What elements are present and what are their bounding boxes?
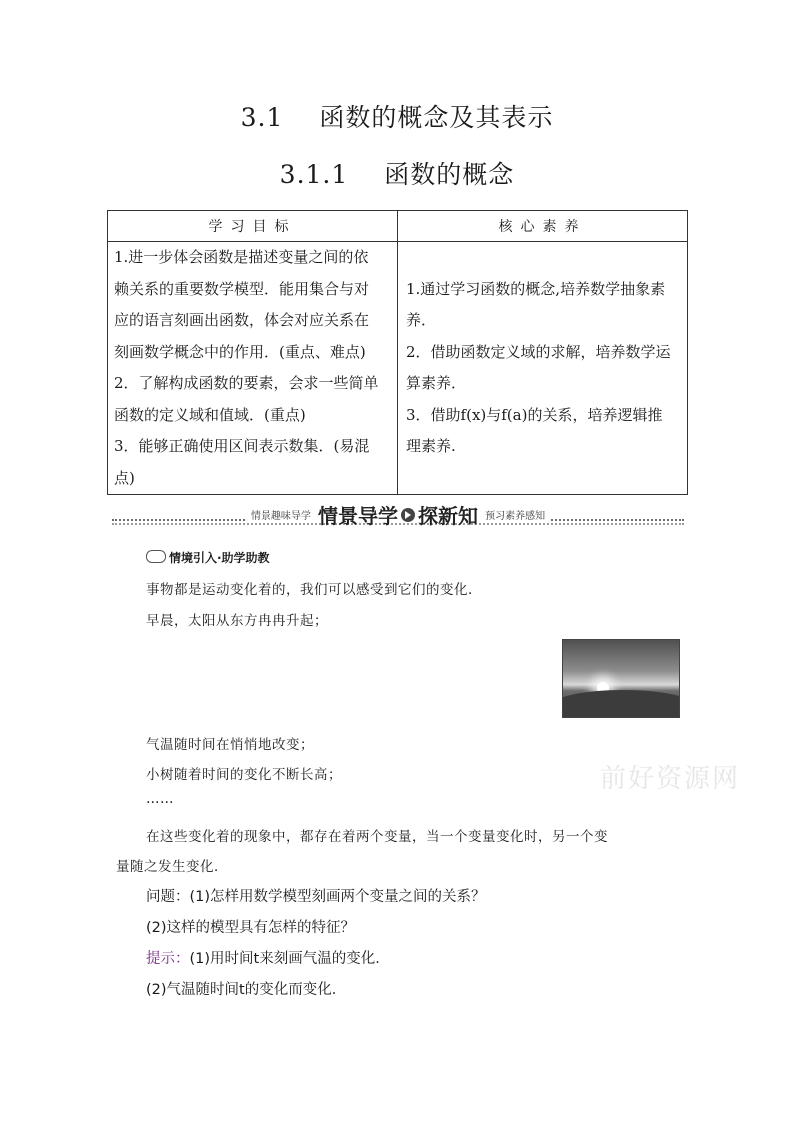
goal-line: 刻画数学概念中的作用．(重点、难点) — [114, 342, 366, 361]
divider-title-1: 情景导学 — [318, 504, 398, 528]
hint-label: 提示： — [146, 951, 190, 967]
divider-right-label: 预习素养感知 — [485, 511, 546, 522]
goal-line: 函数的定义域和值域．(重点) — [114, 405, 306, 424]
question-1: 问题：(1)怎样用数学模型刻画两个变量之间的关系？ — [146, 889, 486, 905]
paragraph: 小树随着时间的变化不断长高； — [146, 767, 342, 783]
subtitle-number: 3.1.1 — [279, 160, 349, 189]
literacy-line: 养． — [406, 311, 437, 329]
goals-cell — [108, 242, 398, 495]
divider-left-label: 情景趣味导学 — [250, 511, 311, 522]
question-2: (2)这样的模型具有怎样的特征？ — [146, 920, 356, 936]
paragraph: 早晨，太阳从东方冉冉升起； — [146, 613, 328, 629]
table-header-literacy: 核心素养 — [398, 211, 688, 242]
goal-line: 应的语言刻画出函数，体会对应关系在 — [114, 311, 370, 329]
paragraph: 事物都是运动变化着的，我们可以感受到它们的变化． — [146, 582, 482, 598]
title-text: 函数的概念及其表示 — [319, 103, 554, 132]
page-subtitle — [0, 155, 794, 191]
hint-line-2: (2)气温随时间t的变化而变化． — [146, 982, 347, 998]
table-header-goals: 学习目标 — [108, 211, 398, 242]
sunrise-photo — [562, 639, 680, 718]
literacy-line: 3．借助f(x)与f(a)的关系，培养逻辑推 — [406, 405, 663, 424]
goal-line: 3．能够正确使用区间表示数集．(易混 — [114, 437, 370, 455]
literacy-cell — [398, 242, 688, 495]
paragraph: 气温随时间在悄悄地改变； — [146, 737, 314, 753]
literacy-line: 理素养. — [406, 437, 456, 455]
paragraph: 量随之发生变化． — [116, 859, 228, 875]
arrow-icon — [401, 508, 415, 522]
literacy-line: 1.通过学习函数的概念,培养数学抽象素 — [406, 279, 666, 298]
paragraph: 在这些变化着的现象中，都存在着两个变量，当一个变量变化时，另一个变 — [146, 829, 608, 845]
page-title — [0, 98, 794, 134]
goal-line: 点) — [114, 468, 135, 487]
literacy-line: 2．借助函数定义域的求解，培养数学运 — [406, 342, 671, 361]
section-divider — [112, 498, 684, 528]
title-number: 3.1 — [240, 103, 284, 132]
book-icon — [146, 550, 166, 563]
subtitle-text: 函数的概念 — [384, 160, 515, 189]
paragraph: …… — [146, 791, 174, 807]
watermark: 前好资源网 — [600, 764, 741, 794]
literacy-line: 算素养． — [406, 374, 467, 392]
objectives-table — [107, 210, 688, 495]
goal-line: 2．了解构成函数的要素，会求一些简单 — [114, 374, 379, 392]
section-heading: 情境引入·助学助教 — [146, 549, 270, 566]
goal-line: 赖关系的重要数学模型．能用集合与对 — [114, 279, 370, 298]
goal-line: 1.进一步体会函数是描述变量之间的依 — [114, 248, 369, 266]
divider-title-2: 探新知 — [418, 504, 478, 528]
hint-line-1: 提示：(1)用时间t来刻画气温的变化． — [146, 951, 390, 967]
